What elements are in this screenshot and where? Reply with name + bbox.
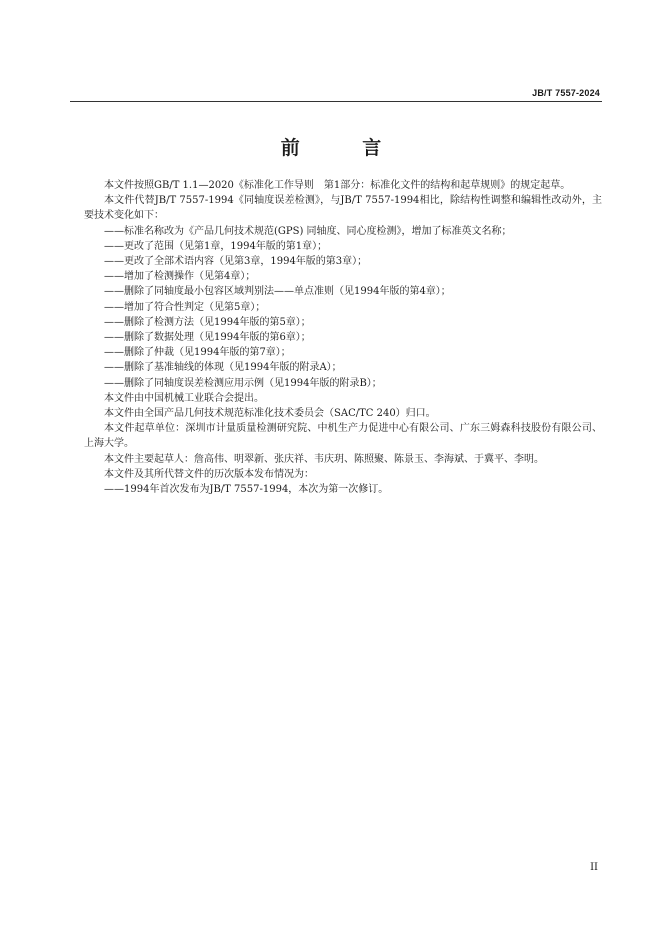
paragraph-history-intro: 本文件及其所代替文件的历次版本发布情况为： <box>104 468 314 480</box>
page-title: 前 言 <box>280 137 410 159</box>
change-item: ——更改了全部术语内容（见第3章，1994年版的第3章）； <box>104 256 368 268</box>
change-item: ——删除了同轴度最小包容区域判别法——单点准则（见1994年版的第4章）； <box>104 286 451 298</box>
change-item: ——删除了检测方法（见1994年版的第5章）； <box>104 316 311 328</box>
paragraph-drafters: 本文件主要起草人：詹高伟、明翠新、张庆祥、韦庆玥、陈照聚、陈景玉、李海斌、于冀平、李明。 <box>104 453 544 465</box>
document-code: JB/T 7557-2024 <box>532 88 600 98</box>
change-item: ——标准名称改为《产品几何技术规范(GPS) 同轴度、同心度检测》，增加了标准英文名称； <box>104 225 512 237</box>
page-number: II <box>590 862 598 873</box>
paragraph-replacement: 本文件代替JB/T 7557-1994《同轴度误差检测》，与JB/T 7557-1994相比，除结构性调整和编辑性改动外，主要技术变化如下： <box>84 195 602 222</box>
change-item: ——删除了仲裁（见1994年版的第7章）； <box>104 347 291 359</box>
change-item: ——删除了同轴度误差检测应用示例（见1994年版的附录B）； <box>104 377 382 389</box>
paragraph-drafting-rule: 本文件按照GB/T 1.1—2020《标准化工作导则 第1部分：标准化文件的结构和起草规则》的规定起草。 <box>104 180 571 191</box>
paragraph-drafting-units: 本文件起草单位：深圳市计量质量检测研究院、中机生产力促进中心有限公司、广东三姆森科技股份有限公司、上海大学。 <box>84 423 602 450</box>
change-item: ——增加了符合性判定（见第5章）； <box>104 301 266 313</box>
change-item: ——删除了数据处理（见1994年版的第6章）； <box>104 332 311 344</box>
change-item: ——更改了范围（见第1章，1994年版的第1章）； <box>104 240 328 252</box>
paragraph-committee: 本文件由全国产品几何技术规范标准化技术委员会（SAC/TC 240）归口。 <box>104 408 436 420</box>
change-item: ——删除了基准轴线的体现（见1994年版的附录A）； <box>104 362 342 374</box>
header-divider <box>70 101 602 102</box>
change-item: ——增加了检测操作（见第4章）； <box>104 271 256 283</box>
paragraph-proposer: 本文件由中国机械工业联合会提出。 <box>104 392 264 404</box>
history-item: ——1994年首次发布为JB/T 7557-1994，本次为第一次修订。 <box>104 484 389 496</box>
foreword-body <box>84 178 602 497</box>
